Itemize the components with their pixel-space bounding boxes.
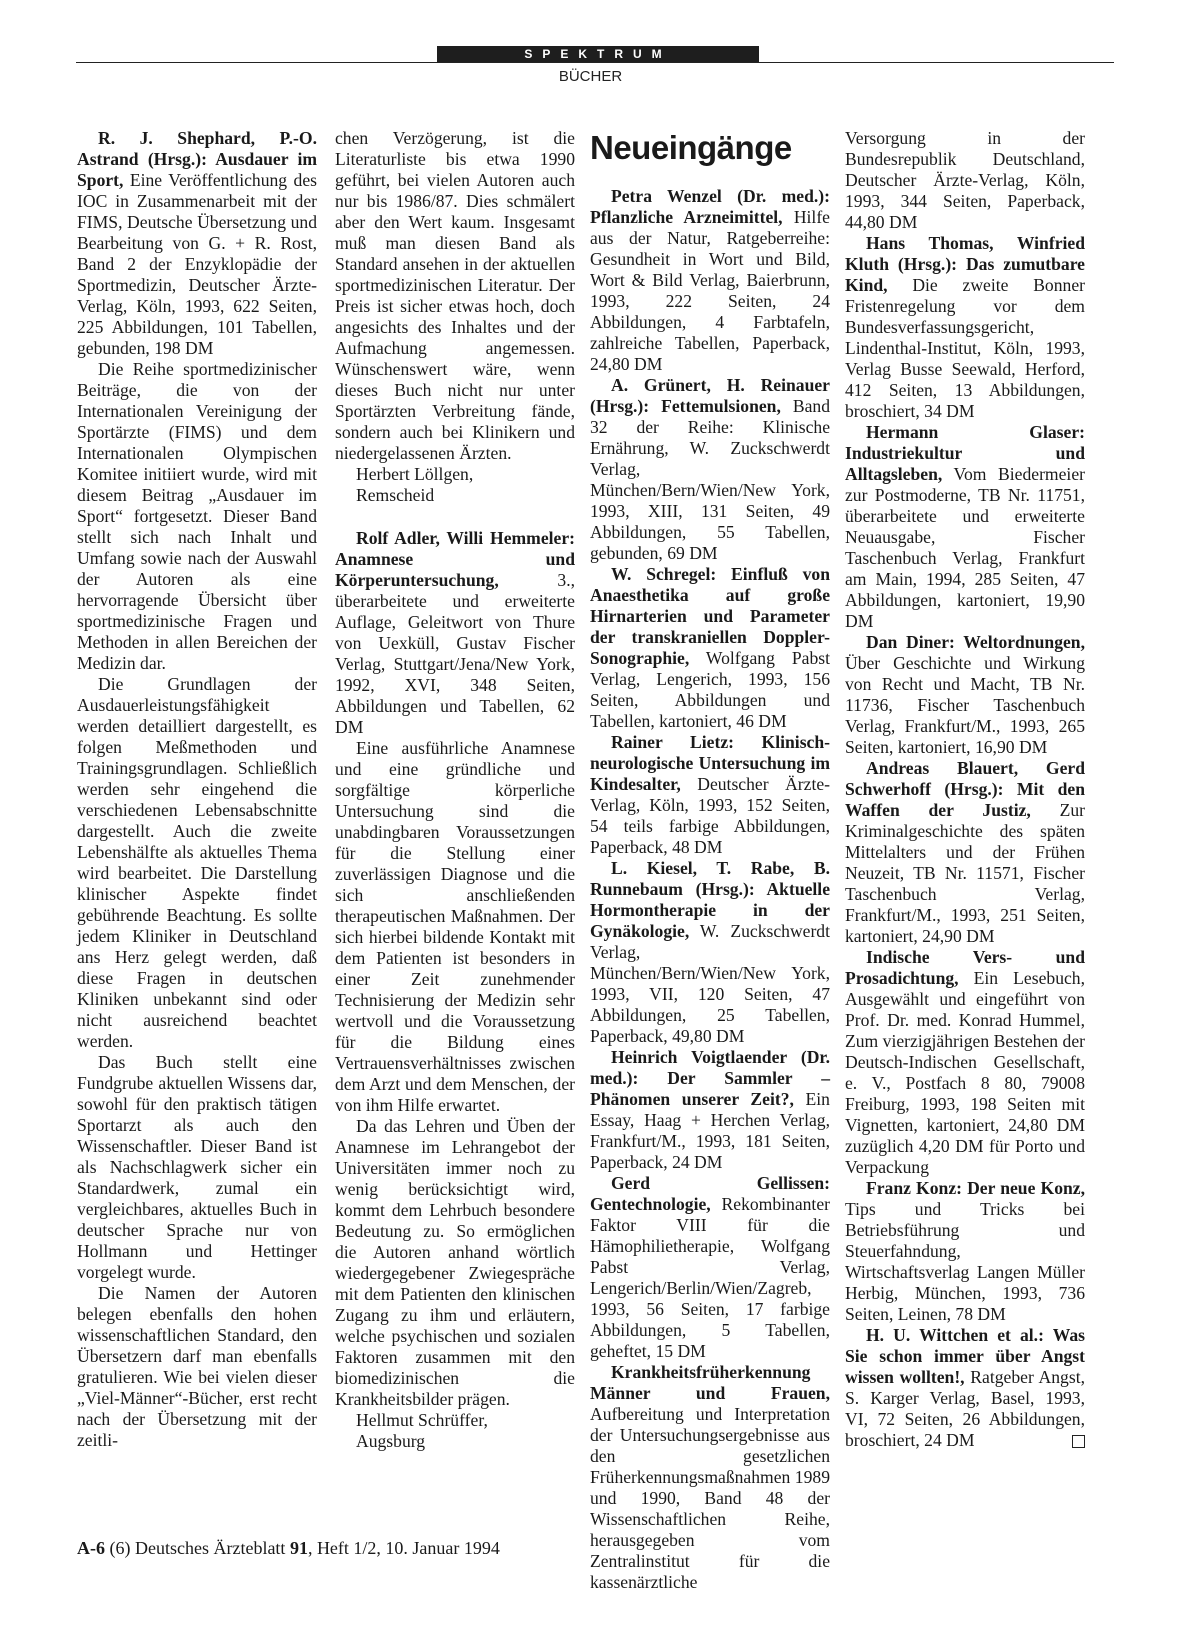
book-entry-details: Band 32 der Reihe: Klinische Ernährung, W. Zuckschwerdt Verlag, München/Bern/Wien/New York, 1993, XIII, 131 Seiten, 49 Abbildungen, 55 Tabellen, gebunden, 69 DM	[590, 396, 830, 563]
review-2-details: 3., überarbeitete und erweiterte Auflage, Geleitwort von Thure von Uexküll, Gustav Fischer Verlag, Stuttgart/Jena/New York, 1992, XVI, 348 Seiten, Abbildungen und Tabellen, 62 DM	[335, 570, 575, 737]
entry-continuation: Versorgung in der Bundesrepublik Deutschland, Deutscher Ärzte-Verlag, Köln, 1993, 344 Seiten, Paperback, 44,80 DM	[845, 128, 1085, 232]
book-entry-title: L. Kiesel, T. Rabe, B. Runnebaum (Hrsg.): Aktuelle Hormontherapie in der Gynäkologie,	[590, 858, 830, 941]
page-footer	[77, 1538, 500, 1559]
book-entry-details: Die zweite Bonner Fristenregelung vor dem Bundesverfassungsgericht, Lindenthal-Institut, Köln, 1993, Verlag Busse Seewald, Herford, 412 Seiten, 13 Abbildungen, broschiert, 34 DM	[845, 275, 1085, 421]
reviewer-name: Hellmut Schrüffer,	[356, 1410, 488, 1430]
column-1	[77, 128, 317, 1451]
reviewer-place: Remscheid	[356, 485, 435, 505]
book-entry	[590, 1047, 830, 1173]
book-entry-title: Hermann Glaser: Industriekultur und Alltagsleben,	[845, 422, 1085, 484]
review-2-intro	[335, 528, 575, 738]
book-entry-title: Hans Thomas, Winfried Kluth (Hrsg.): Das zumutbare Kind,	[845, 233, 1085, 295]
book-entry-title: Indische Vers- und Prosadichtung,	[845, 947, 1085, 988]
column-2	[335, 128, 575, 1452]
book-entry-details: W. Zuckschwerdt Verlag, München/Bern/Wien/New York, 1993, VII, 120 Seiten, 47 Abbildungen, 25 Tabellen, Paperback, 49,80 DM	[590, 921, 830, 1046]
column-4	[845, 128, 1085, 1451]
review-1-citation: R. J. Shephard, P.-O. Astrand (Hrsg.): Ausdauer im Sport,	[77, 128, 317, 190]
column-3	[590, 128, 830, 1593]
reviewer-place: Augsburg	[356, 1431, 426, 1451]
footer-volume: 91	[289, 1538, 308, 1558]
book-entry	[590, 858, 830, 1047]
book-entry	[590, 186, 830, 375]
book-entry-title: Heinrich Voigtlaender (Dr. med.): Der Sammler – Phänomen unserer Zeit?,	[590, 1047, 830, 1109]
book-entry	[590, 1173, 830, 1362]
book-entry-details: Rekombinanter Faktor VIII für die Hämophilietherapie, Wolfgang Pabst Verlag, Lengerich/Berlin/Wien/Zagreb, 1993, 56 Seiten, 17 farbige Abbildungen, 5 Tabellen, geheftet, 15 DM	[590, 1194, 830, 1361]
book-entry-details: Ein Lesebuch, Ausgewählt und eingeführt von Prof. Dr. med. Konrad Hummel, Zum vierzigjährigen Bestehen der Deutsch-Indischen Gesellschaft, e. V., Postfach 8 80, 79008 Freiburg, 1993, 198 Seiten mit Vignetten, kartoniert, 24,80 DM zuzüglich 4,20 DM für Porto und Verpackung	[845, 968, 1085, 1177]
paragraph: Das Buch stellt eine Fundgrube aktuellen Wissens dar, sowohl für den praktisch tätigen Sportarzt als auch den Wissenschaftler. Dieser Band ist als Nachschlagwerk sicher ein Standardwerk, zumal ein vergleichbares, aktuelles Buch in deutscher Sprache nur von Hollmann und Hettinger vorgelegt wurde.	[77, 1052, 317, 1282]
footer-issue: , Heft 1/2, 10. Januar 1994	[307, 1538, 500, 1558]
book-entry	[845, 632, 1085, 758]
book-entry-details: Ratgeber Angst, S. Karger Verlag, Basel, 1993, VI, 72 Seiten, 26 Abbildungen, broschiert, 24 DM	[845, 1367, 1085, 1450]
paragraph: Eine ausführliche Anamnese und eine gründliche und sorgfältige körperliche Untersuchung sind die unabdingbaren Voraussetzungen für die Stellung einer zuverlässigen Diagnose und die sich anschließenden therapeutischen Maßnahmen. Der sich hierbei bildende Kontakt mit dem Patienten ist besonders in einer Zeit zunehmender Technisierung der Medizin sehr wertvoll und die Voraussetzung für die Bildung eines Vertrauensverhältnisses zwischen dem Arzt und dem Menschen, der von ihm Hilfe erwartet.	[335, 738, 575, 1115]
book-entry-title: A. Grünert, H. Reinauer (Hrsg.): Fettemulsionen,	[590, 375, 830, 416]
new-arrivals-list-continued	[845, 233, 1085, 1451]
paragraph: Die Namen der Autoren belegen ebenfalls den hohen wissenschaftlichen Standard, den Übersetzern darf man ebenfalls gratulieren. Wie bei vielen dieser „Viel-Männer“-Bücher, erst recht nach der Übersetzung mit der zeitli-	[77, 1283, 317, 1450]
review-1-details: Eine Veröffentlichung des IOC in Zusammenarbeit mit der FIMS, Deutsche Übersetzung und Bearbeitung von G. + R. Rost, Band 2 der Enzyklopädie der Sportmedizin, Deutscher Ärzte-Verlag, Köln, 1993, 622 Seiten, 225 Abbildungen, 101 Tabellen, gebunden, 198 DM	[77, 170, 317, 358]
paragraph: chen Verzögerung, ist die Literaturliste bis etwa 1990 geführt, bei vielen Autoren auch nur bis 1986/87. Dies schmälert aber den Wert kaum. Insgesamt muß man diesen Band als Standard ansehen in der aktuellen sportmedizinischen Literatur. Der Preis ist sicher etwas hoch, doch angesichts des Inhaltes und der Aufmachung angemessen. Wünschenswert wäre, wenn dieses Buch nicht nur unter Sportärzten Verbreitung fände, sondern auch bei Klinikern und niedergelassenen Ärzten.	[335, 128, 575, 463]
footer-publication: (6) Deutsches Ärzteblatt	[105, 1538, 290, 1558]
paragraph: Die Reihe sportmedizinischer Beiträge, die von der Internationalen Vereinigung der Sportärzte (FIMS) und dem Internationalen Olympischen Komitee initiiert wurde, wird mit diesem Beitrag „Ausdauer im Sport“ fortgesetzt. Dieser Band stellt sich nach Inhalt und Umfang sowie nach der Auswahl der Autoren als eine hervorragende Übersicht über sportmedizinische Fragen und Methoden in allen Bereichen der Medizin dar.	[77, 359, 317, 673]
book-entry	[590, 564, 830, 732]
book-entry-title: W. Schregel: Einfluß von Anaesthetika auf große Hirnarterien und Parameter der transkraniellen Doppler-Sonographie,	[590, 564, 830, 668]
section-banner: SPEKTRUM	[437, 46, 759, 62]
book-entry-details: Deutscher Ärzte-Verlag, Köln, 1993, 152 Seiten, 54 teils farbige Abbildungen, Paperback, 48 DM	[590, 774, 830, 857]
book-entry	[845, 1178, 1085, 1325]
review-1-intro	[77, 128, 317, 359]
header-rule	[76, 62, 1114, 63]
book-entry-details: Tips und Tricks bei Betriebsführung und Steuerfahndung, Wirtschaftsverlag Langen Müller Herbig, München, 1993, 736 Seiten, Leinen, 78 DM	[845, 1199, 1085, 1324]
book-entry	[845, 947, 1085, 1178]
book-entry-details: Ein Essay, Haag + Herchen Verlag, Frankfurt/M., 1993, 181 Seiten, Paperback, 24 DM	[590, 1089, 830, 1172]
book-entry	[590, 732, 830, 858]
book-entry	[845, 233, 1085, 422]
paragraph: Die Grundlagen der Ausdauerleistungsfähigkeit werden detailliert dargestellt, es folgen Meßmethoden und Trainingsgrundlagen. Schließlich werden sehr eingehend die verschiedenen Lebensabschnitte dargestellt. Auch die zweite Lebenshälfte als aktuelles Thema wird bearbeitet. Die Darstellung klinischer Aspekte findet gebührende Beachtung. Es sollte jedem Kliniker in Deutschland ans Herz gelegt werden, daß diese Fragen in deutschen Kliniken unbekannt sind oder nicht ausreichend beachtet werden.	[77, 674, 317, 1051]
end-of-article-icon	[1072, 1435, 1085, 1448]
review-2-citation: Rolf Adler, Willi Hemmeler: Anamnese und Körperuntersuchung,	[335, 528, 575, 590]
paragraph: Da das Lehren und Üben der Anamnese im Lehrangebot der Universitäten immer noch zu wenig berücksichtigt wird, kommt dem Lehrbuch besondere Bedeutung zu. So ermöglichen die Autoren anhand wörtlich wiedergegebener Zwiegespräche mit dem Patienten den klinischen Zugang zu ihm und erläutern, welche psychischen und sozialen Faktoren zusammen mit den biomedizinischen die Krankheitsbilder prägen.	[335, 1116, 575, 1409]
book-entry-details: Aufbereitung und Interpretation der Untersuchungsergebnisse aus den gesetzlichen Früherkennungsmaßnahmen 1989 und 1990, Band 48 der Wissenschaftlichen Reihe, herausgegeben vom Zentralinstitut für die kassenärztliche	[590, 1404, 830, 1592]
book-entry-title: Petra Wenzel (Dr. med.): Pflanzliche Arzneimittel,	[590, 186, 830, 227]
book-entry-title: H. U. Wittchen et al.: Was Sie schon immer über Angst wissen wollten!,	[845, 1325, 1085, 1387]
book-entry-details: Vom Biedermeier zur Postmoderne, TB Nr. 11751, überarbeitete und erweiterte Neuausgabe, Fischer Taschenbuch Verlag, Frankfurt am Main, 1994, 285 Seiten, 47 Abbildungen, kartoniert, 19,90 DM	[845, 464, 1085, 631]
book-entry-details: Zur Kriminalgeschichte des späten Mittelalters und der Frühen Neuzeit, TB Nr. 11571, Fischer Taschenbuch Verlag, Frankfurt/M., 1993, 251 Seiten, kartoniert, 24,90 DM	[845, 800, 1085, 946]
new-arrivals-list	[590, 186, 830, 1593]
book-entry-title: Andreas Blauert, Gerd Schwerhoff (Hrsg.): Mit den Waffen der Justiz,	[845, 758, 1085, 820]
section-title: Neueingänge	[590, 129, 792, 166]
book-entry	[845, 422, 1085, 632]
book-entry	[590, 375, 830, 564]
book-entry-title: Gerd Gellissen: Gentechnologie,	[590, 1173, 830, 1214]
book-entry-title: Franz Konz: Der neue Konz,	[866, 1178, 1085, 1198]
book-entry-title: Rainer Lietz: Klinisch-neurologische Untersuchung im Kindesalter,	[590, 732, 830, 794]
section-subtitle: BÜCHER	[558, 68, 623, 85]
book-entry-title: Krankheitsfrüherkennung Männer und Frauen,	[590, 1362, 830, 1403]
page-number: A-6	[77, 1538, 105, 1558]
book-entry	[845, 1325, 1085, 1451]
book-entry	[845, 758, 1085, 947]
reviewer-name: Herbert Löllgen,	[356, 464, 474, 484]
book-entry	[590, 1362, 830, 1593]
book-entry-details: Hilfe aus der Natur, Ratgeberreihe: Gesundheit in Wort und Bild, Wort & Bild Verlag, Baierbrunn, 1993, 222 Seiten, 24 Abbildungen, 4 Farbtafeln, zahlreiche Tabellen, Paperback, 24,80 DM	[590, 207, 830, 374]
book-entry-details: Wolfgang Pabst Verlag, Lengerich, 1993, 156 Seiten, Abbildungen und Tabellen, kartoniert, 46 DM	[590, 648, 830, 731]
book-entry-title: Dan Diner: Weltordnungen,	[866, 632, 1085, 652]
book-entry-details: Über Geschichte und Wirkung von Recht und Macht, TB Nr. 11736, Fischer Taschenbuch Verlag, Frankfurt/M., 1993, 265 Seiten, kartoniert, 16,90 DM	[845, 653, 1085, 757]
